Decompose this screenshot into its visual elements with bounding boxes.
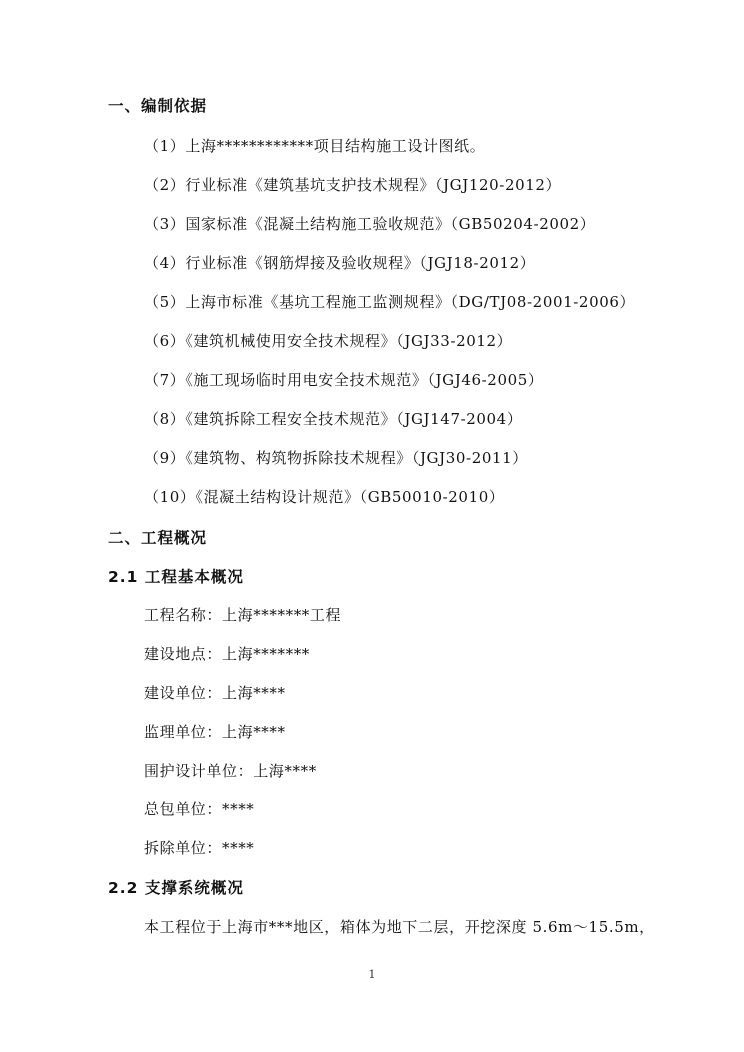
project-name: 工程名称：上海*******工程 (144, 606, 342, 624)
basis-item-6: （6）《建筑机械使用安全技术规程》（JGJ33-2012） (144, 332, 513, 350)
construction-site: 建设地点：上海******* (144, 645, 310, 663)
section-heading-basis: 一、编制依据 (108, 97, 208, 115)
page-number: 1 (368, 968, 376, 981)
design-unit: 围护设计单位：上海**** (144, 762, 317, 780)
demolition-unit: 拆除单位：**** (144, 839, 255, 857)
construction-unit: 建设单位：上海**** (144, 684, 286, 702)
basis-item-2: （2）行业标准《建筑基坑支护技术规程》（JGJ120-2012） (144, 176, 562, 194)
basis-item-4: （4）行业标准《钢筋焊接及验收规程》（JGJ18-2012） (144, 254, 536, 272)
subsection-heading-basic: 2.1 工程基本概况 (108, 568, 244, 586)
subsection-heading-support: 2.2 支撑系统概况 (108, 879, 244, 897)
basis-item-7: （7）《施工现场临时用电安全技术规范》（JGJ46-2005） (144, 371, 544, 389)
basis-item-5: （5）上海市标准《基坑工程施工监测规程》（DG/TJ08-2001-2006） (144, 293, 636, 311)
basis-item-3: （3）国家标准《混凝土结构施工验收规范》（GB50204-2002） (144, 215, 596, 233)
basis-item-9: （9）《建筑物、构筑物拆除技术规程》（JGJ30-2011） (144, 449, 528, 467)
basis-item-10: （10）《混凝土结构设计规范》（GB50010-2010） (144, 488, 505, 506)
supervision-unit: 监理单位：上海**** (144, 723, 286, 741)
support-paragraph: 本工程位于上海市***地区，箱体为地下二层，开挖深度 5.6m～15.5m， (144, 918, 655, 936)
section-heading-overview: 二、工程概况 (108, 529, 208, 547)
basis-item-8: （8）《建筑拆除工程安全技术规范》（JGJ147-2004） (144, 410, 523, 428)
basis-item-1: （1）上海************项目结构施工设计图纸。 (144, 137, 486, 155)
general-contractor: 总包单位：**** (144, 800, 255, 818)
